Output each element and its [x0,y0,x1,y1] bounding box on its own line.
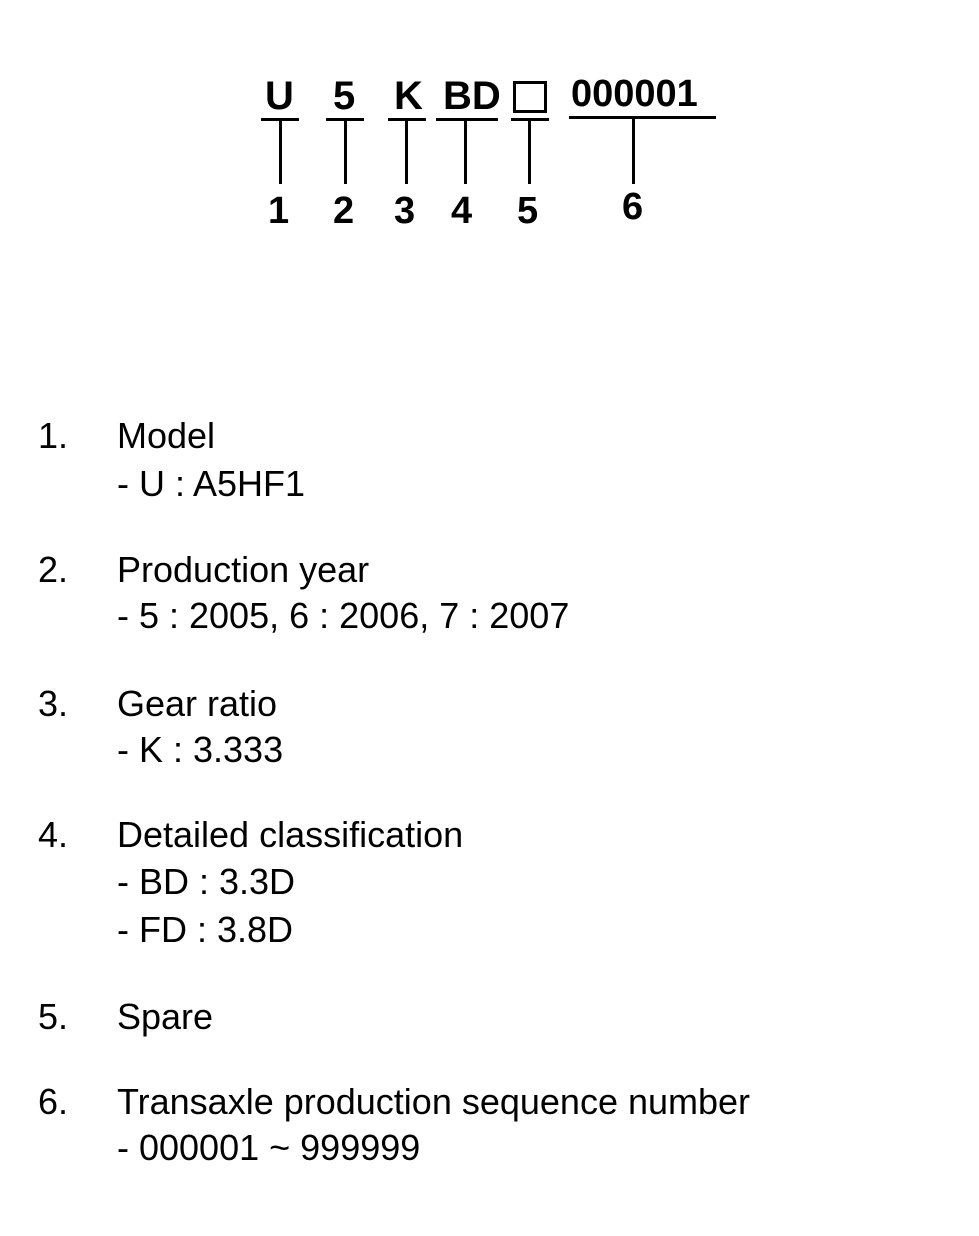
legend-number: 5. [38,996,69,1037]
legend-title-model: Model [117,415,216,456]
legend-title-production-year: Production year [117,549,370,590]
code-segment-gear-ratio: K [394,74,423,118]
legend-detail: - K : 3.333 [117,729,284,770]
segment-number-5: 5 [517,190,539,232]
segment-number-6: 6 [622,186,644,228]
legend-title-classification: Detailed classification [117,814,464,855]
legend-number: 1. [38,415,69,456]
legend-title-gear-ratio: Gear ratio [117,683,278,724]
legend-number: 4. [38,814,69,855]
segment-number-3: 3 [394,190,416,232]
legend-detail: - U : A5HF1 [117,463,306,504]
legend-number: 3. [38,683,69,724]
segment-number-4: 4 [451,190,473,232]
code-segment-model: U [265,74,294,118]
legend-title-sequence-number: Transaxle production sequence number [117,1081,751,1122]
legend-detail: - BD : 3.3D [117,861,296,902]
legend-number: 2. [38,549,69,590]
code-segment-sequence: 000001 [571,73,698,115]
legend-number: 6. [38,1081,69,1122]
legend-detail: - 000001 ~ 999999 [117,1127,421,1168]
legend-title-spare: Spare [117,996,214,1037]
segment-number-2: 2 [333,190,355,232]
code-segment-classification: BD [443,74,501,118]
legend-detail: - 5 : 2005, 6 : 2006, 7 : 2007 [117,595,570,636]
legend-detail: - FD : 3.8D [117,909,294,950]
segment-number-1: 1 [268,190,290,232]
code-segment-year: 5 [333,74,356,118]
